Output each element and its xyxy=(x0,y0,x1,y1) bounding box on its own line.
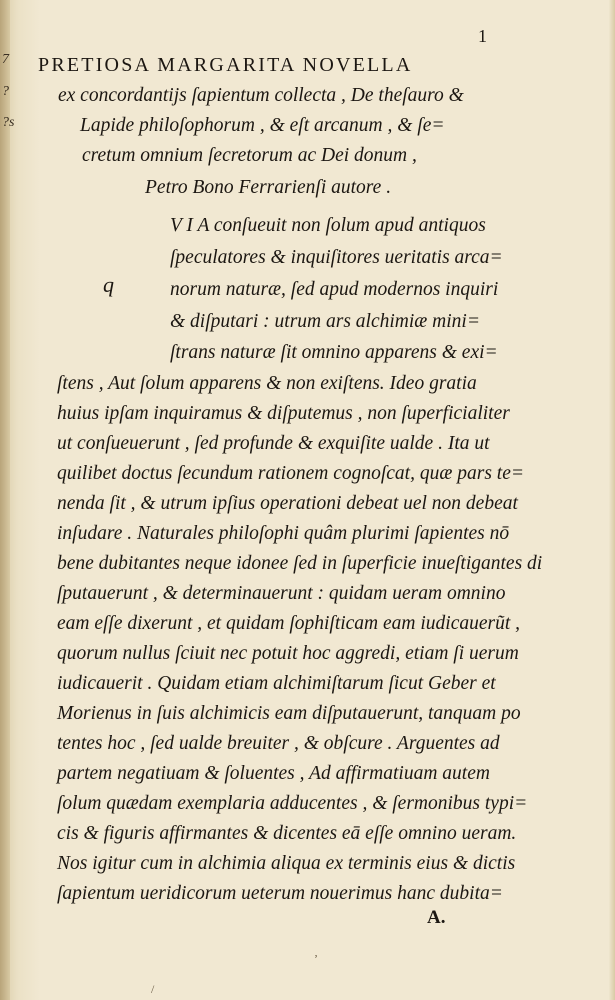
body-line-9: quilibet doctus ſecundum rationem cognoſcat, quæ pars te= xyxy=(57,463,525,484)
body-line-16: iudicauerit . Quidam etiam alchimiſtarum ſicut Geber et xyxy=(57,673,496,694)
body-line-23: ſapientum ueridicorum ueterum nouerimus hanc dubita= xyxy=(57,883,503,904)
body-line-7: huius ipſam inquiramus & diſputemus , non ſuperficialiter xyxy=(57,403,510,424)
page-right-edge xyxy=(609,0,615,1000)
body-line-15: quorum nullus ſciuit nec potuit hoc aggredi, etiam ſi uerum xyxy=(57,643,519,664)
body-line-1: V I A conſueuit non ſolum apud antiquos xyxy=(170,215,486,236)
page-left-edge xyxy=(0,0,10,1000)
body-line-11: inſudare . Naturales philoſophi quâm plurimi ſapientes nō xyxy=(57,523,510,544)
heading-line-2: ex concordantijs ſapientum collecta , De theſauro & xyxy=(58,85,464,106)
body-line-18: tentes hoc , ſed ualde breuiter , & obſcure . Arguentes ad xyxy=(57,733,500,754)
body-line-22: Nos igitur cum in alchimia aliqua ex terminis eius & dictis xyxy=(57,853,516,874)
body-line-13: ſputauerunt , & determinauerunt : quidam ueram omnino xyxy=(57,583,506,604)
author-line: Petro Bono Ferrarienſi autore . xyxy=(145,177,392,198)
signature-mark: A. xyxy=(427,907,446,928)
bottom-mark-2: / xyxy=(151,982,155,996)
body-line-10: nenda ſit , & utrum ipſius operationi debeat uel non debeat xyxy=(57,493,518,514)
bottom-mark-1: ʼ xyxy=(314,952,318,966)
body-line-8: ut conſueuerunt , ſed profunde & exquiſite ualde . Ita ut xyxy=(57,433,490,454)
body-line-21: cis & figuris affirmantes & dicentes eā eſſe omnino ueram. xyxy=(57,823,517,844)
margin-mark-1: 7 xyxy=(2,52,9,67)
page-number: 1 xyxy=(478,26,487,46)
heading-line-4: cretum omnium ſecretorum ac Dei donum , xyxy=(82,145,417,166)
body-line-20: ſolum quædam exemplaria adducentes , & ſermonibus typi= xyxy=(57,793,528,814)
body-line-14: eam eſſe dixerunt , et quidam ſophiſticam eam iudicauerũt , xyxy=(57,613,521,634)
body-line-6: ſtens , Aut ſolum apparens & non exiſtens. Ideo gratia xyxy=(57,373,477,394)
margin-mark-2: ? xyxy=(2,84,9,99)
side-note: q xyxy=(103,272,114,297)
body-line-19: partem negatiuam & ſoluentes , Ad affirmatiuam autem xyxy=(57,763,490,784)
body-line-5: ſtrans naturæ ſit omnino apparens & exi= xyxy=(170,342,498,363)
body-line-17: Morienus in ſuis alchimicis eam diſputauerunt, tanquam po xyxy=(57,703,521,724)
margin-mark-3: ?s xyxy=(2,115,15,130)
heading-line-1: PRETIOSA MARGARITA NOVELLA xyxy=(38,54,413,76)
body-line-4: & diſputari : utrum ars alchimiæ mini= xyxy=(170,311,481,332)
body-line-2: ſpeculatores & inquiſitores ueritatis arca= xyxy=(170,247,503,268)
body-line-3: norum naturæ, ſed apud modernos inquiri xyxy=(170,279,499,300)
body-line-12: bene dubitantes neque idonee ſed in ſuperficie inueſtigantes di xyxy=(57,553,543,574)
heading-line-3: Lapide philoſophorum , & eſt arcanum , & ſe= xyxy=(80,115,445,136)
